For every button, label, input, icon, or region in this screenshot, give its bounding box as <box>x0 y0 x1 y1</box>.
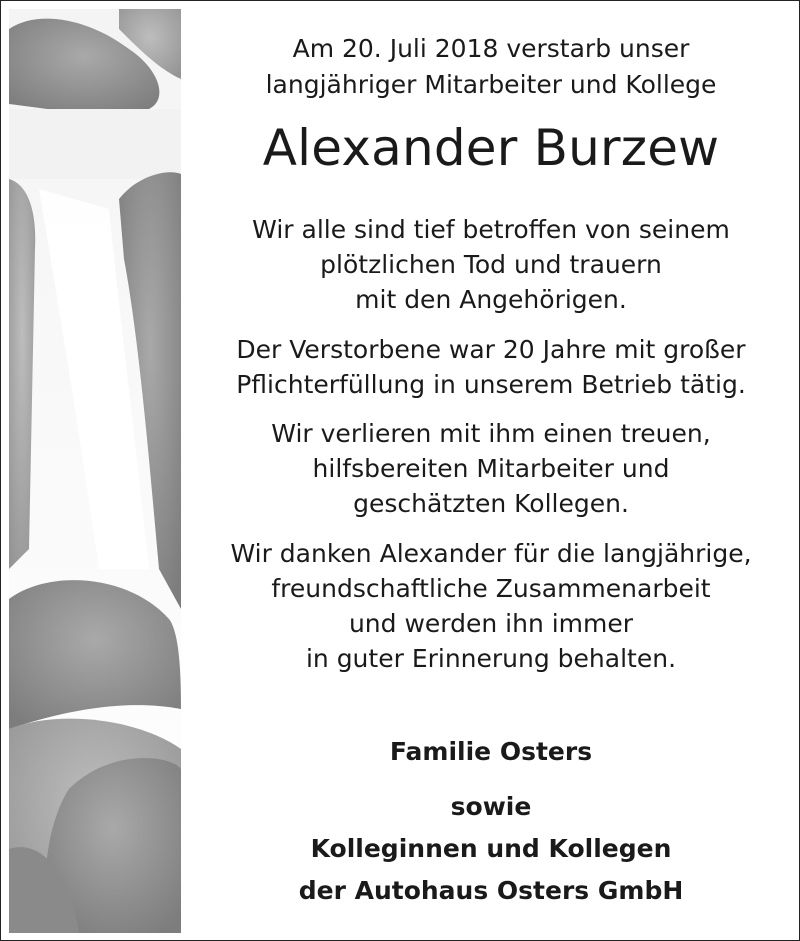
intro-line: Am 20. Juli 2018 verstarb unser <box>292 34 690 63</box>
signature-colleagues-line: Kolleginnen und Kollegen <box>310 834 672 863</box>
text-line: Der Verstorbene war 20 Jahre mit großer <box>236 335 746 364</box>
paragraph-condolence <box>191 212 791 317</box>
intro-line: langjähriger Mitarbeiter und Kollege <box>265 70 717 99</box>
signature-family: Familie Osters <box>389 737 593 766</box>
signature-company: der Autohaus Osters GmbH <box>298 876 684 905</box>
text-line: Wir danken Alexander für die langjährige, <box>230 539 752 568</box>
paragraph-service <box>191 332 791 402</box>
text-line: hilfsbereiten Mitarbeiter und <box>312 454 670 483</box>
text-line: Wir alle sind tief betroffen von seinem <box>252 215 730 244</box>
deceased-name: Alexander Burzew <box>262 119 720 177</box>
signature-colleagues <box>191 786 791 912</box>
notice-text <box>191 1 791 940</box>
paragraph-thanks <box>191 536 791 676</box>
text-line: Wir verlieren mit ihm einen treuen, <box>271 419 711 448</box>
text-line: in guter Erinnerung behalten. <box>305 644 677 673</box>
paragraph-loss <box>191 416 791 521</box>
intro-text <box>191 31 791 103</box>
text-line: plötzlichen Tod und trauern <box>320 250 662 279</box>
text-line: geschätzten Kollegen. <box>353 489 629 518</box>
signature-conjunction: sowie <box>450 792 532 821</box>
text-line: freundschaftliche Zusammenarbeit <box>271 574 711 603</box>
text-line: und werden ihn immer <box>348 609 634 638</box>
waterfall-photo <box>9 9 181 933</box>
waterfall-rocks-image <box>9 9 181 933</box>
text-line: mit den Angehörigen. <box>355 285 627 314</box>
text-line: Pflichterfüllung in unserem Betrieb tätig. <box>236 370 746 399</box>
